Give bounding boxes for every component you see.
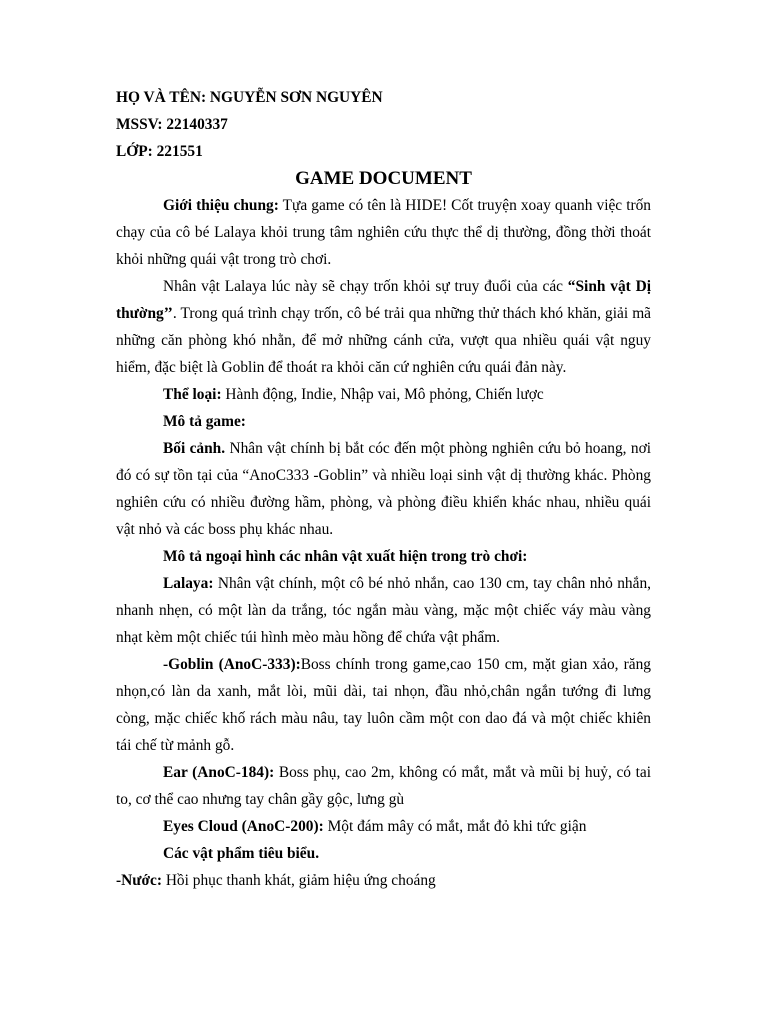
intro-label: Giới thiệu chung: (163, 197, 279, 214)
goblin-label: -Goblin (AnoC-333): (163, 656, 301, 673)
character-eyes-cloud (116, 813, 651, 840)
character-goblin (116, 651, 651, 759)
item-water (116, 867, 651, 894)
character-lalaya (116, 570, 651, 651)
story-text-before: Nhân vật Lalaya lúc này sẽ chạy trốn khỏi sự truy đuổi của các (163, 278, 568, 295)
character-ear (116, 759, 651, 813)
document-title: GAME DOCUMENT (295, 168, 472, 189)
genre-label: Thể loại: (163, 386, 222, 403)
goblin-text: Boss chính trong game,cao 150 cm, mặt gian xảo, răng nhọn,có làn da xanh, mắt lòi, mũi dài, tai nhọn, đầu nhỏ,chân ngắn tướng đi lưng còng, mặc chiếc khố rách màu nâu, tay luôn cầm một con dao đá và một chiếc khiên tái chế từ mảnh gỗ. (116, 656, 651, 754)
genre-paragraph (116, 381, 651, 408)
intro-paragraph (116, 192, 651, 273)
story-text-after: . Trong quá trình chạy trốn, cô bé trải qua những thử thách khó khăn, giải mã những căn phòng khó nhằn, để mở những cánh cửa, vượt qua nhiều quái vật nguy hiểm, đặc biệt là Goblin để thoát ra khỏi căn cứ nghiên cứu quái đản này. (116, 305, 651, 376)
lalaya-label: Lalaya: (163, 575, 214, 592)
setting-paragraph (116, 435, 651, 543)
student-id-line: MSSV: 22140337 (116, 116, 228, 133)
eyes-cloud-text: Một đám mây có mắt, mắt đỏ khi tức giận (323, 818, 587, 835)
class-line: LỚP: 221551 (116, 143, 203, 160)
items-heading-text: Các vật phẩm tiêu biểu. (163, 845, 320, 862)
setting-label: Bối cảnh. (163, 440, 226, 457)
setting-text: Nhân vật chính bị bắt cóc đến một phòng nghiên cứu bỏ hoang, nơi đó có sự tồn tại của “AnoC333 -Goblin” và nhiều loại sinh vật dị thường khác. Phòng nghiên cứu có nhiều đường hầm, phòng, và phòng điều khiển khác nhau, nhiều quái vật nhỏ và các boss phụ khác nhau. (116, 440, 651, 538)
intro-text: Tựa game có tên là HIDE! Cốt truyện xoay quanh việc trốn chạy của cô bé Lalaya khỏi trung tâm nghiên cứu thực thể dị thường, đồng thời thoát khỏi những quái vật trong trò chơi. (116, 197, 651, 268)
document-page (116, 84, 651, 894)
story-bold-term: “Sinh vật Dị thường’’ (116, 278, 651, 322)
game-description-heading-text: Mô tả game: (163, 413, 246, 430)
ear-label: Ear (AnoC-184): (163, 764, 275, 781)
ear-text: Boss phụ, cao 2m, không có mắt, mắt và mũi bị huỷ, có tai to, cơ thể cao nhưng tay chân gầy gộc, lưng gù (116, 764, 652, 808)
water-label: -Nước: (116, 872, 162, 889)
characters-heading (116, 543, 651, 570)
characters-heading-text: Mô tả ngoại hình các nhân vật xuất hiện trong trò chơi: (163, 548, 528, 565)
genre-text: Hành động, Indie, Nhập vai, Mô phỏng, Chiến lược (221, 386, 544, 403)
student-name-line: HỌ VÀ TÊN: NGUYỄN SƠN NGUYÊN (116, 89, 383, 106)
game-description-heading (116, 408, 651, 435)
eyes-cloud-label: Eyes Cloud (AnoC-200): (163, 818, 324, 835)
story-paragraph (116, 273, 651, 381)
water-text: Hồi phục thanh khát, giảm hiệu ứng choáng (161, 872, 436, 889)
lalaya-text: Nhân vật chính, một cô bé nhỏ nhắn, cao 130 cm, tay chân nhỏ nhắn, nhanh nhẹn, có một làn da trắng, tóc ngắn màu vàng, mặc một chiếc váy màu vàng nhạt kèm một chiếc túi hình mèo màu hồng để chứa vật phẩm. (116, 575, 651, 646)
items-heading (116, 840, 651, 867)
